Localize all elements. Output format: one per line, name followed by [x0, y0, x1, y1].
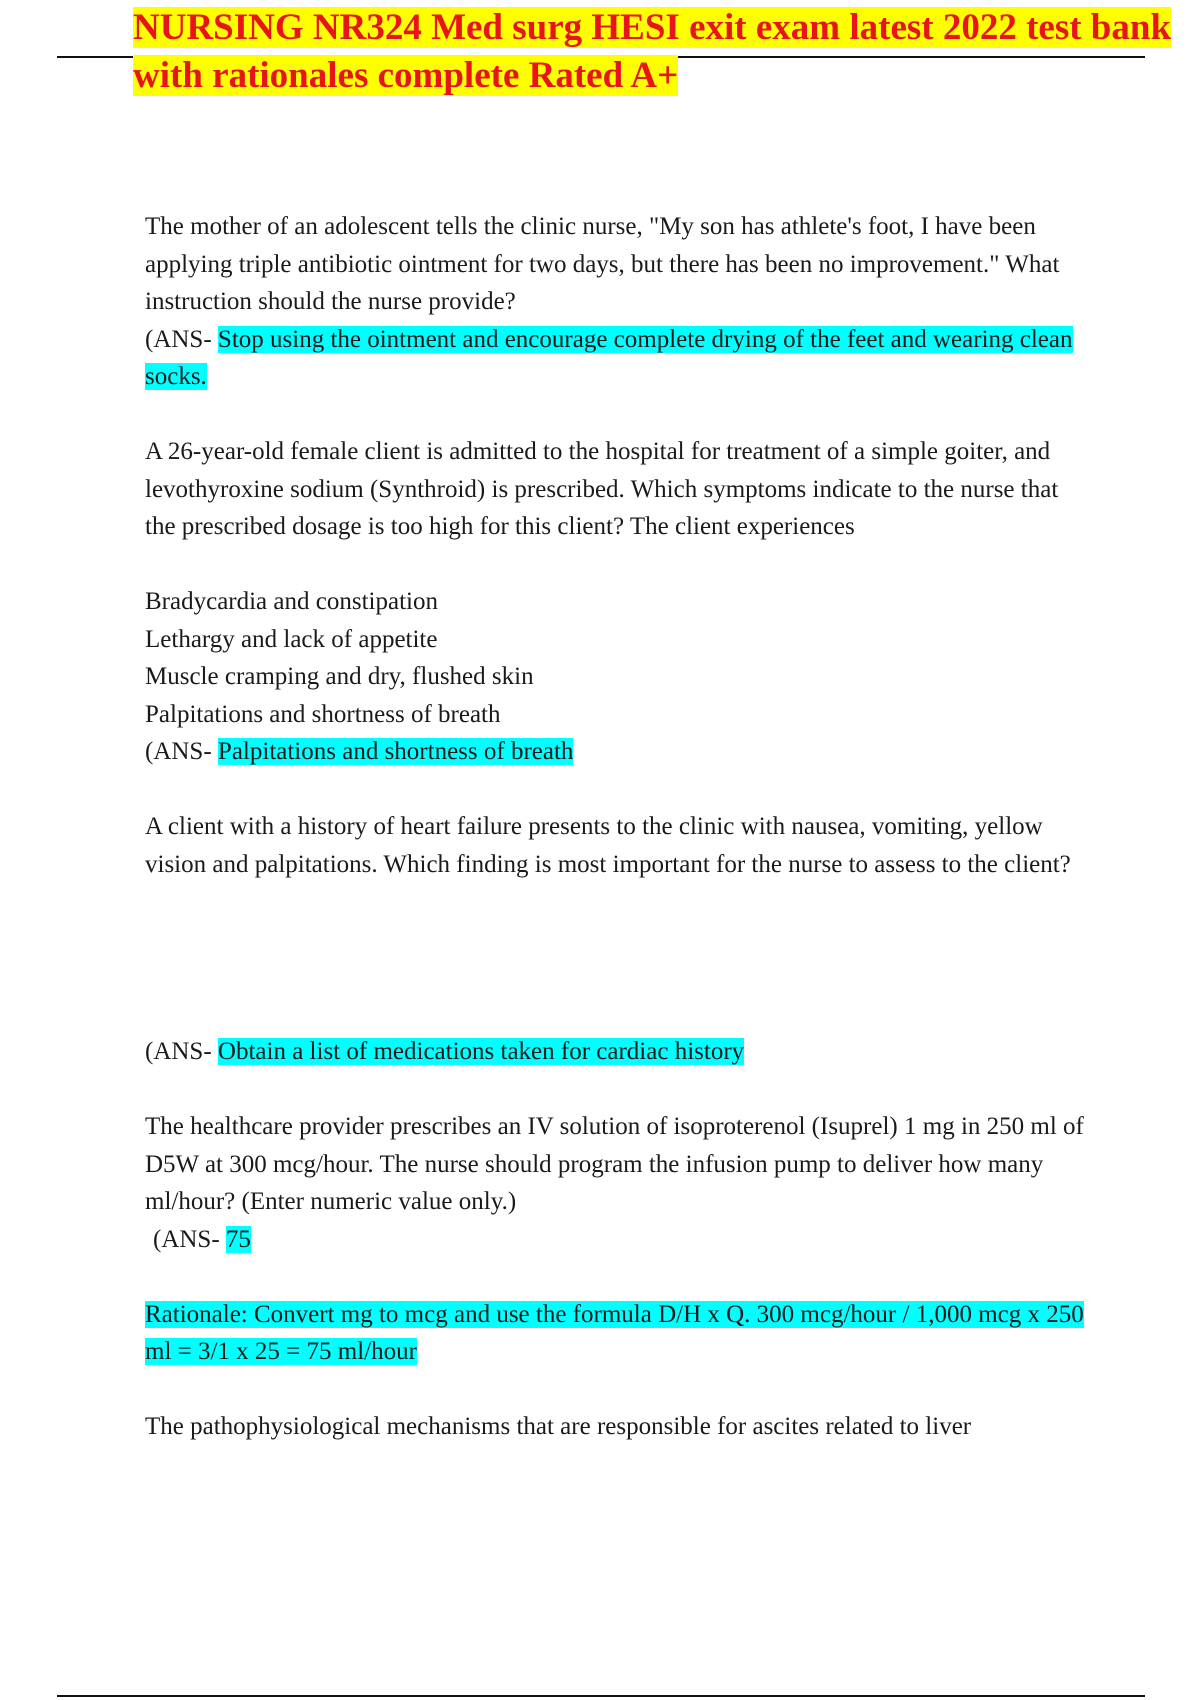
- question-3: [145, 808, 1095, 1071]
- question-1-answer: Stop using the ointment and encourage complete drying of the feet and wearing clean socks.: [145, 325, 1073, 390]
- spacer: [145, 1258, 1095, 1296]
- question-2-answer: Palpitations and shortness of breath: [217, 738, 574, 765]
- question-4-text: The healthcare provider prescribes an IV solution of isoproterenol (Isuprel) 1 mg in 250 ml of D5W at 300 mcg/hour. The nurse should program the infusion pump to deliver how many ml/hour? (Enter numeric value only.): [145, 1113, 1084, 1215]
- spacer: [145, 396, 1095, 434]
- question-2-answer-prefix: (ANS-: [145, 738, 218, 765]
- document-body: [145, 208, 1095, 1446]
- question-3-text: A client with a history of heart failure presents to the clinic with nausea, vomiting, yellow vision and palpitations. Which finding is most important for the nurse to assess to the client?: [145, 813, 1071, 878]
- question-4-answer-line: [145, 1221, 1095, 1259]
- question-5: [145, 1408, 1095, 1446]
- question-2-answer-line: [145, 733, 1095, 771]
- question-3-answer: Obtain a list of medications taken for cardiac history: [217, 1038, 745, 1065]
- question-1-answer-line: [145, 321, 1095, 396]
- document-title: [133, 4, 1173, 100]
- question-2-option-3: Muscle cramping and dry, flushed skin: [145, 663, 534, 690]
- question-2-text: A 26-year-old female client is admitted to the hospital for treatment of a simple goiter, and levothyroxine sodium (Synthroid) is prescribed. Which symptoms indicate to the nurse that the prescribed dosage is too high for this client? The client experiences: [145, 438, 1059, 540]
- spacer: [145, 883, 1095, 1033]
- question-2-option-2: Lethargy and lack of appetite: [145, 625, 438, 653]
- question-2-option-4: Palpitations and shortness of breath: [145, 700, 501, 728]
- spacer: [145, 1371, 1095, 1409]
- question-4: [145, 1108, 1095, 1371]
- question-1-answer-prefix: (ANS-: [145, 325, 218, 353]
- question-4-rationale-line: [145, 1296, 1095, 1371]
- question-2: [145, 433, 1095, 771]
- question-4-rationale: Rationale: Convert mg to mcg and use the formula D/H x Q. 300 mcg/hour / 1,000 mcg x 250 ml = 3/1 x 25 = 75 ml/hour: [145, 1300, 1084, 1365]
- spacer: [145, 1071, 1095, 1109]
- question-2-option-1: Bradycardia and constipation: [145, 588, 438, 615]
- spacer: [145, 771, 1095, 809]
- question-3-answer-line: [145, 1033, 1095, 1071]
- spacer: [145, 546, 1095, 584]
- question-5-text: The pathophysiological mechanisms that are responsible for ascites related to liver: [145, 1413, 972, 1440]
- question-3-answer-prefix: (ANS-: [145, 1038, 218, 1065]
- document-title-text: NURSING NR324 Med surg HESI exit exam latest 2022 test bank with rationales complete Rated A+: [133, 7, 1172, 96]
- question-1: [145, 208, 1095, 396]
- question-1-text: The mother of an adolescent tells the clinic nurse, "My son has athlete's foot, I have been applying triple antibiotic ointment for two days, but there has been no improvement." What instruction should the nurse provide?: [145, 213, 1060, 315]
- question-4-answer-prefix: (ANS-: [153, 1225, 226, 1253]
- footer-rule: [57, 1695, 1145, 1697]
- question-4-answer: 75: [225, 1225, 251, 1253]
